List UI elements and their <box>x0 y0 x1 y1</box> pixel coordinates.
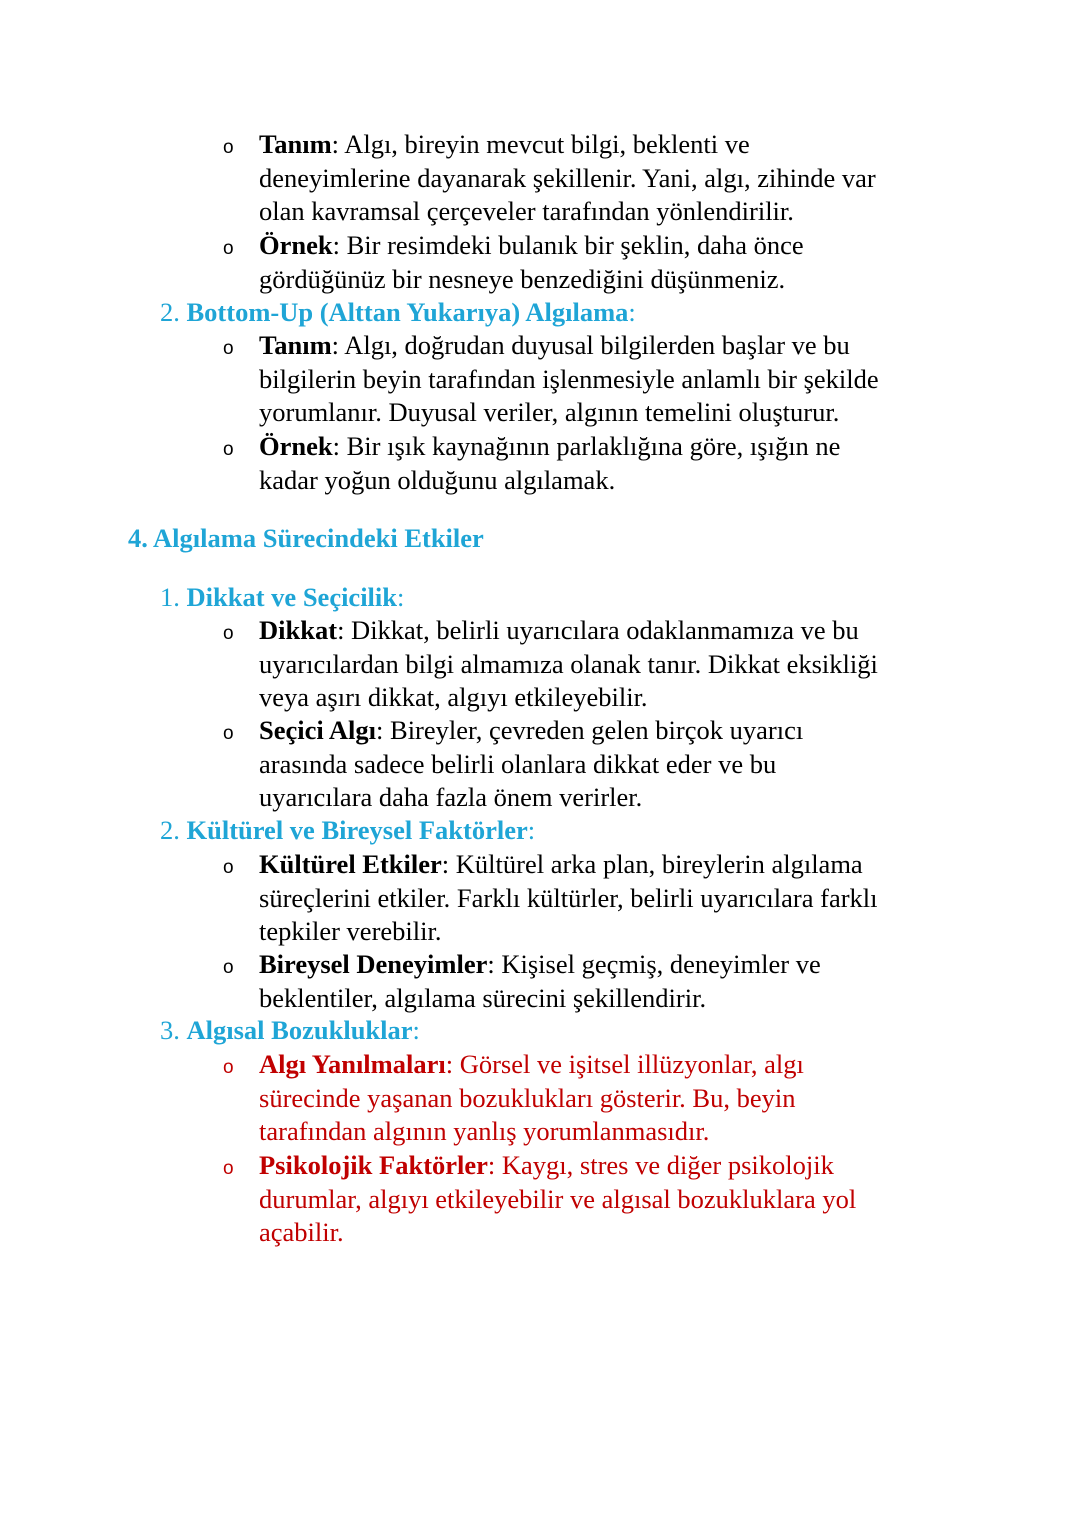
definition-paragraph: Tanım: Algı, bireyin mevcut bilgi, beklenti ve deneyimlerine dayanarak şekillenir. Yani, algı, zihinde var olan kavramsal çerçeveler tarafından yönlendirilir. <box>259 129 876 226</box>
bullet-icon: o <box>223 957 234 978</box>
bullet-icon: o <box>223 137 234 158</box>
attention-paragraph: Dikkat: Dikkat, belirli uyarıcılara odaklanmamıza ve bu uyarıcılardan bilgi almamıza olanak tanır. Dikkat eksikliği veya aşırı dikkat, algıyı etkileyebilir. <box>259 615 878 712</box>
term-label: Dikkat <box>259 615 338 645</box>
bullet-icon: o <box>223 439 234 460</box>
selective-perception-paragraph: Seçici Algı: Bireyler, çevreden gelen birçok uyarıcı arasında sadece belirli olanlara dikkat eder ve bu uyarıcılara daha fazla önem verirler. <box>259 715 804 812</box>
bullet-icon: o <box>223 623 234 644</box>
bullet-icon: o <box>223 1057 234 1078</box>
illusions-paragraph: Algı Yanılmaları: Görsel ve işitsel illüzyonlar, algı sürecinde yaşanan bozuklukları gösterir. Bu, beyin tarafından algının yanlış yorumlanmasıdır. <box>259 1049 804 1146</box>
bullet-icon: o <box>223 857 234 878</box>
psychological-factors-paragraph: Psikolojik Faktörler: Kaygı, stres ve diğer psikolojik durumlar, algıyı etkileyebilir ve algısal bozukluklara yol açabilir. <box>259 1150 857 1247</box>
bullet-icon: o <box>223 238 234 259</box>
term-label: Kültürel Etkiler <box>259 849 442 879</box>
term-label: Örnek <box>259 431 333 461</box>
numbered-heading-cultural: 2. Kültürel ve Bireysel Faktörler: <box>160 815 536 845</box>
term-label: Örnek <box>259 230 333 260</box>
bullet-icon: o <box>223 1158 234 1179</box>
term-label: Tanım <box>259 129 332 159</box>
individual-experiences-paragraph: Bireysel Deneyimler: Kişisel geçmiş, deneyimler ve beklentiler, algılama sürecini şekillendirir. <box>259 949 821 1013</box>
bullet-icon: o <box>223 723 234 744</box>
term-label: Seçici Algı <box>259 715 377 745</box>
term-label: Bireysel Deneyimler <box>259 949 488 979</box>
cultural-effects-paragraph: Kültürel Etkiler: Kültürel arka plan, bireylerin algılama süreçlerini etkiler. Farklı kültürler, belirli uyarıcılara farklı tepkiler verebilir. <box>259 849 878 946</box>
section-heading: 4. Algılama Sürecindeki Etkiler <box>128 523 484 553</box>
numbered-heading-attention: 1. Dikkat ve Seçicilik: <box>160 582 405 612</box>
term-label: Psikolojik Faktörler <box>259 1150 488 1180</box>
example-paragraph: Örnek: Bir ışık kaynağının parlaklığına göre, ışığın ne kadar yoğun olduğunu algılamak. <box>259 431 841 495</box>
numbered-heading-bottom-up: 2. Bottom-Up (Alttan Yukarıya) Algılama: <box>160 297 636 327</box>
term-label: Algı Yanılmaları <box>259 1049 446 1079</box>
bullet-icon: o <box>223 338 234 359</box>
term-label: Tanım <box>259 330 332 360</box>
definition-paragraph: Tanım: Algı, doğrudan duyusal bilgilerden başlar ve bu bilgilerin beyin tarafından işlenmesiyle anlamlı bir şekilde yorumlanır. Duyusal veriler, algının temelini oluşturur. <box>259 330 879 427</box>
example-paragraph: Örnek: Bir resimdeki bulanık bir şeklin, daha önce gördüğünüz bir nesneye benzediğini düşünmeniz. <box>259 230 804 294</box>
numbered-heading-disorders: 3. Algısal Bozukluklar: <box>160 1015 420 1045</box>
